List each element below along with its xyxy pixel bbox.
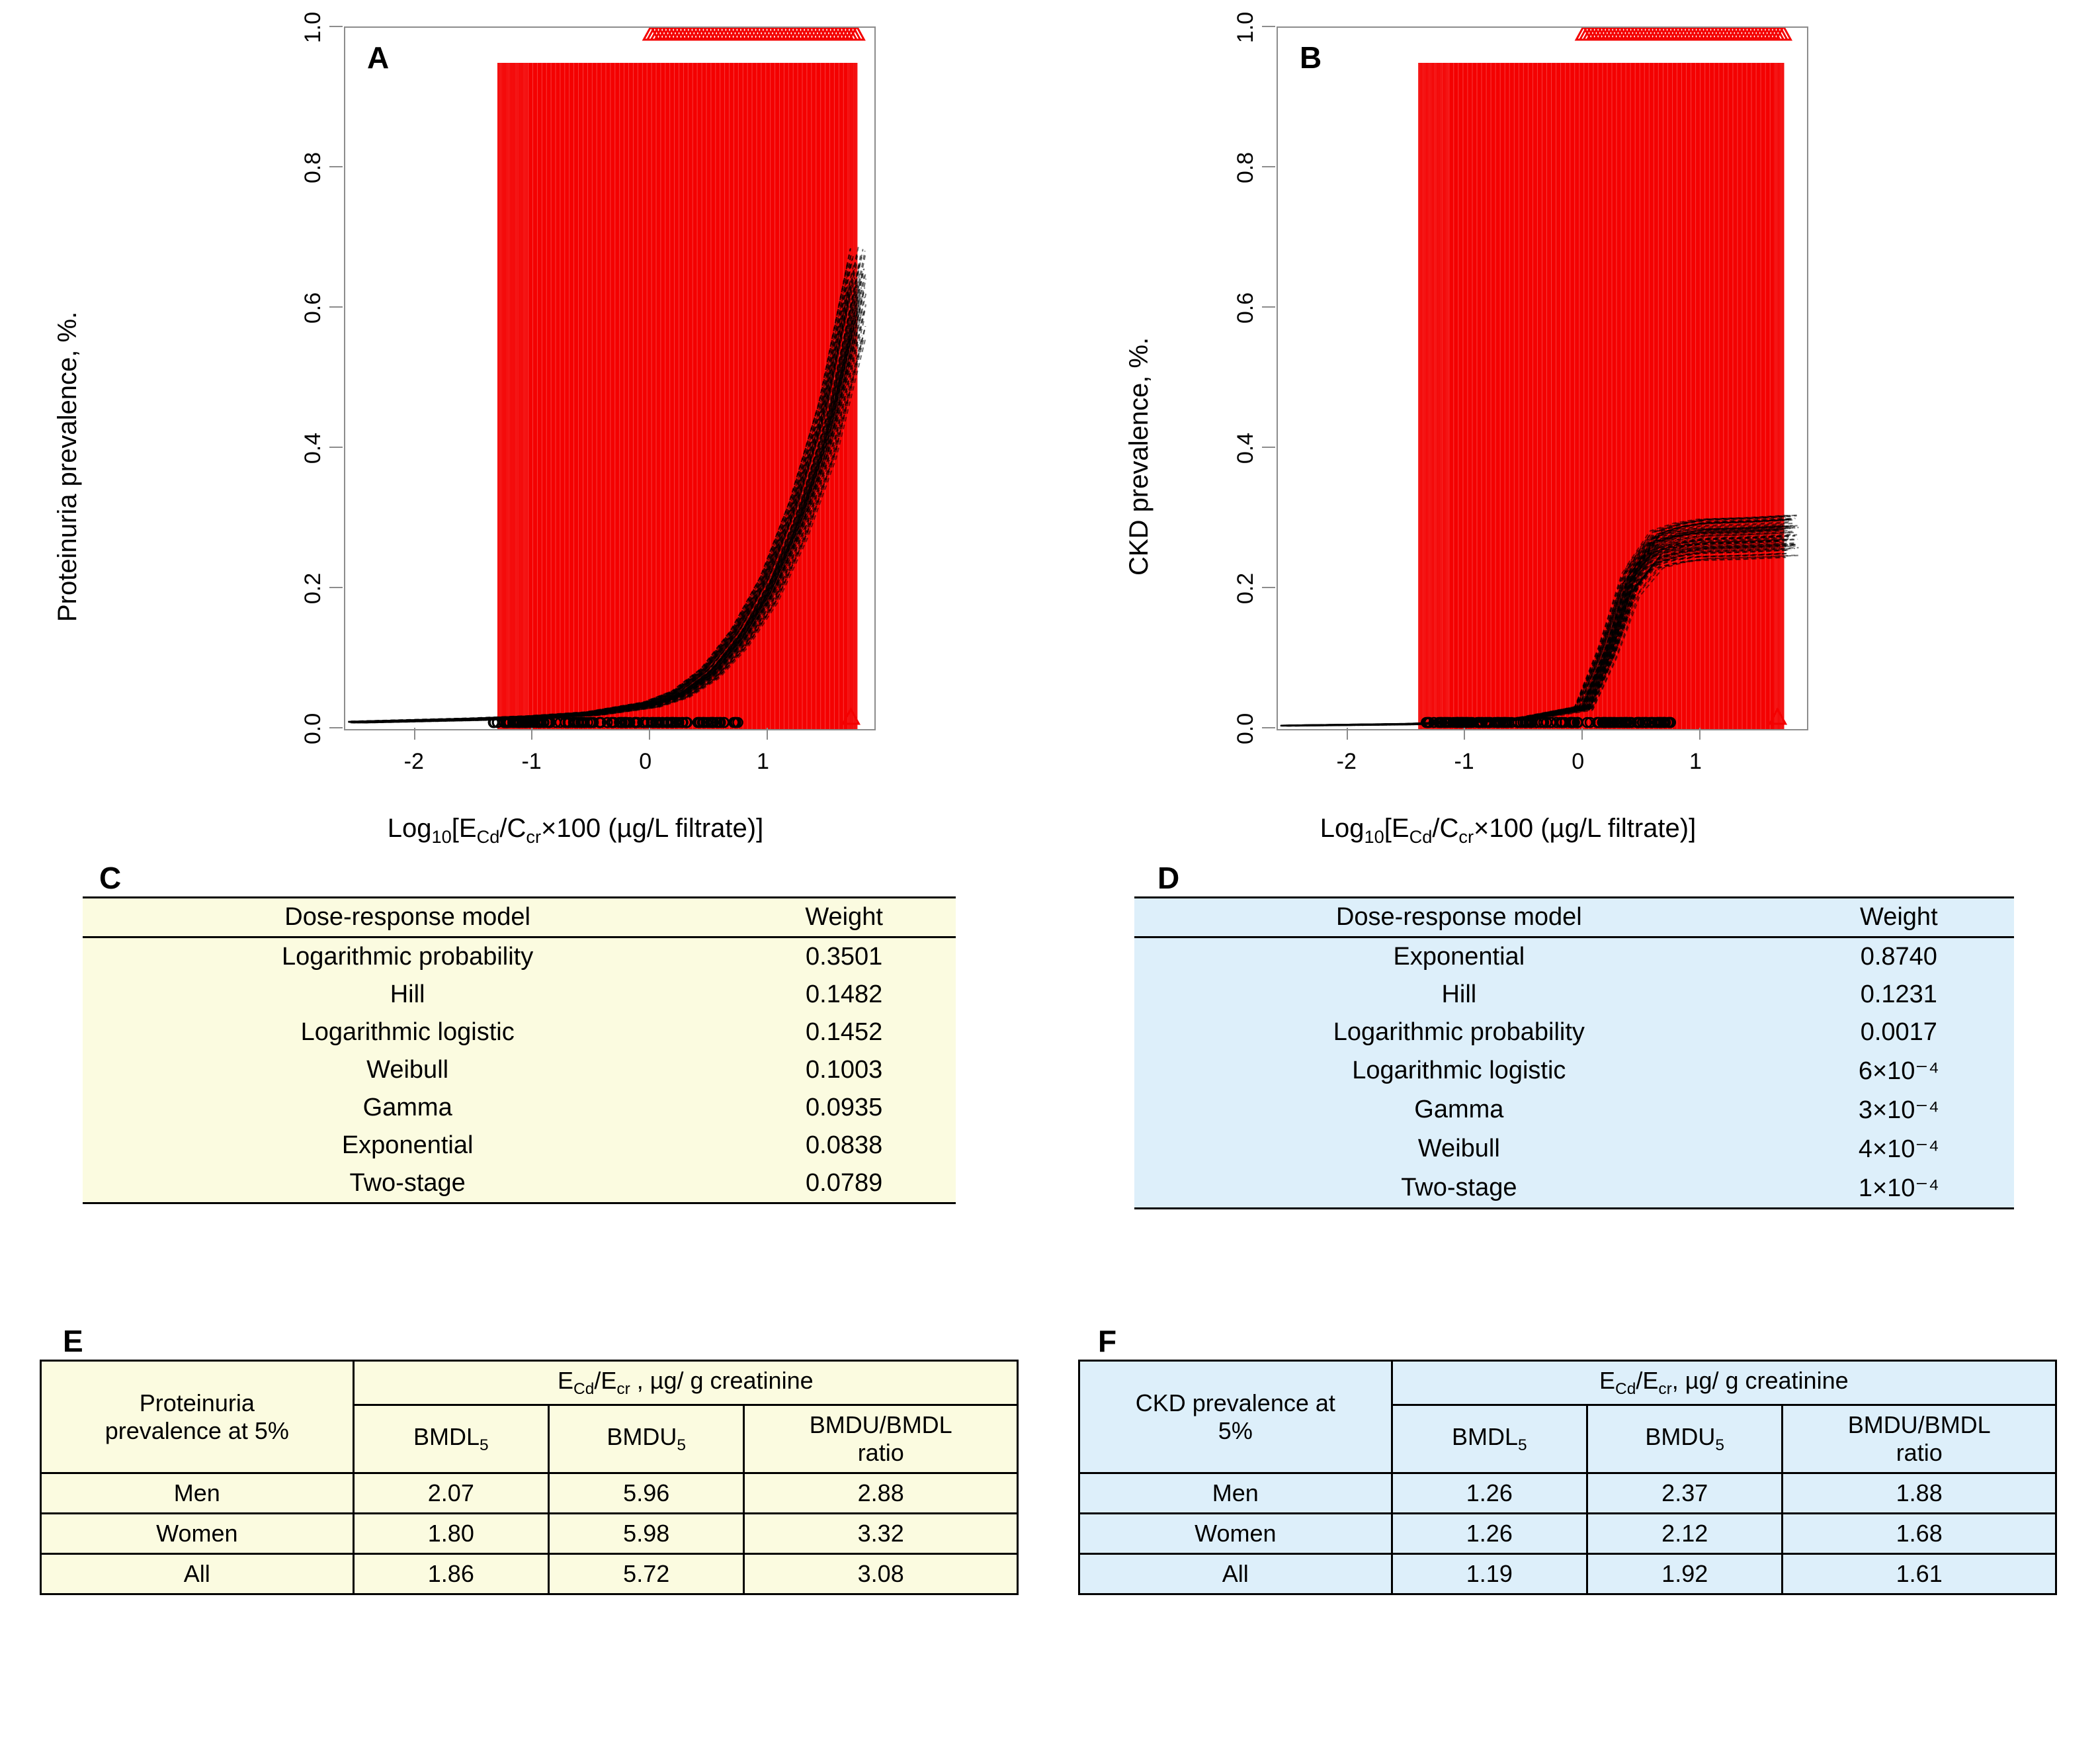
y-tick-label: 0.8 bbox=[300, 152, 326, 184]
table-row bbox=[83, 937, 956, 977]
x-tick-mark bbox=[1581, 728, 1583, 740]
y-tick-mark bbox=[329, 727, 343, 728]
table-row bbox=[1134, 937, 2014, 977]
cell-ratio: 1.68 bbox=[1783, 1514, 2056, 1554]
cell-corner-label: Proteinuria prevalence at 5% bbox=[41, 1361, 354, 1473]
y-tick-mark bbox=[329, 447, 343, 448]
y-tick-mark bbox=[1262, 447, 1275, 448]
panel-f-table bbox=[1078, 1360, 2057, 1595]
table-header-row-top bbox=[41, 1361, 1018, 1405]
table-header-row-top bbox=[1079, 1361, 2056, 1405]
table-row bbox=[83, 1051, 956, 1089]
cell-bmdu: 1.92 bbox=[1587, 1554, 1783, 1594]
cell-model: Two-stage bbox=[1134, 1168, 1784, 1209]
panel-f-letter: F bbox=[1098, 1324, 1117, 1358]
y-tick-label: 1.0 bbox=[1233, 11, 1259, 44]
cell-model: Gamma bbox=[362, 1094, 452, 1121]
panel-b-figure bbox=[1184, 13, 1812, 754]
x-tick-label: 1 bbox=[757, 749, 769, 774]
cell-bmdl: 1.86 bbox=[353, 1554, 548, 1594]
cell-group-label: All bbox=[1079, 1554, 1392, 1594]
cell-group-label: All bbox=[41, 1554, 354, 1594]
cell-model: Weibull bbox=[366, 1056, 449, 1084]
cell-ratio: 3.32 bbox=[744, 1514, 1018, 1554]
cell-weight: 3×10⁻⁴ bbox=[1858, 1096, 1939, 1124]
cell-model: Logarithmic probability bbox=[1333, 1018, 1585, 1046]
cell-weight: 0.1452 bbox=[806, 1018, 883, 1046]
table-row bbox=[1134, 1168, 2014, 1209]
cell-bmdl: 1.26 bbox=[1392, 1473, 1587, 1514]
cell-model: Logarithmic probability bbox=[282, 943, 534, 971]
column-header-bmdu: $BMDU_5$ bbox=[1587, 1405, 1783, 1473]
y-tick-mark bbox=[1262, 26, 1275, 27]
table-row bbox=[1079, 1514, 2056, 1554]
table-row bbox=[41, 1554, 1018, 1594]
x-tick-label: 0 bbox=[1572, 749, 1585, 774]
column-header-model: Dose-response model bbox=[83, 898, 732, 937]
panel-b-x-axis-label: $Log_{10}[E_{Cd}/C_{cr}\times 100$ (µg/L filtrate)] bbox=[1320, 814, 1697, 847]
cell-ratio: 1.61 bbox=[1783, 1554, 2056, 1594]
cell-corner-label: CKD prevalence at 5% bbox=[1079, 1361, 1392, 1473]
table-row bbox=[83, 1089, 956, 1127]
x-tick-mark bbox=[1347, 728, 1348, 740]
column-header-weight: Weight bbox=[732, 898, 956, 937]
y-tick-label: 0.6 bbox=[300, 292, 326, 324]
column-header-ratio: BMDU/BMDL ratio bbox=[744, 1405, 1018, 1473]
panel-c-letter: C bbox=[99, 861, 122, 895]
cell-model: Logarithmic logistic bbox=[300, 1018, 515, 1046]
cell-model: Exponential bbox=[341, 1131, 474, 1159]
y-tick-mark bbox=[1262, 166, 1275, 167]
cell-bmdl: 1.26 bbox=[1392, 1514, 1587, 1554]
column-header-bmdu: $BMDU_5$ bbox=[549, 1405, 744, 1473]
cell-bmdl: 2.07 bbox=[353, 1473, 548, 1514]
x-tick-label: -1 bbox=[1454, 749, 1474, 774]
y-tick-label: 0.2 bbox=[300, 572, 326, 605]
y-tick-mark bbox=[329, 166, 343, 167]
table-row bbox=[83, 1014, 956, 1051]
cell-weight: 4×10⁻⁴ bbox=[1858, 1135, 1939, 1163]
cell-weight: 0.3501 bbox=[806, 943, 883, 971]
y-tick-mark bbox=[329, 26, 343, 27]
cell-weight: 0.1231 bbox=[1860, 980, 1937, 1008]
y-tick-label: 0.2 bbox=[1233, 572, 1259, 605]
column-header-ratio: BMDU/BMDL ratio bbox=[1783, 1405, 2056, 1473]
x-tick-label: -2 bbox=[1336, 749, 1357, 774]
panel-e-letter: E bbox=[63, 1324, 83, 1358]
y-tick-label: 0.6 bbox=[1233, 292, 1259, 324]
cell-model: Hill bbox=[390, 980, 425, 1008]
cell-weight: 0.1003 bbox=[806, 1056, 883, 1084]
cell-model: Logarithmic logistic bbox=[1352, 1057, 1566, 1084]
cell-group-label: Men bbox=[41, 1473, 354, 1514]
cell-bmdu: 5.72 bbox=[549, 1554, 744, 1594]
y-tick-label: 0.4 bbox=[1233, 432, 1259, 464]
panel-c-table bbox=[83, 896, 956, 1204]
panel-e-table bbox=[40, 1360, 1019, 1595]
table-row bbox=[83, 1127, 956, 1164]
cell-model: Exponential bbox=[1393, 943, 1525, 971]
cell-bmdu: 2.37 bbox=[1587, 1473, 1783, 1514]
x-tick-mark bbox=[1464, 728, 1465, 740]
table-row bbox=[83, 1164, 956, 1203]
panel-a-figure bbox=[251, 13, 880, 754]
cell-weight: 0.0838 bbox=[806, 1131, 883, 1159]
y-tick-label: 0.8 bbox=[1233, 152, 1259, 184]
panel-b-letter: B bbox=[1300, 40, 1322, 75]
column-header-bmdl: $BMDL_5$ bbox=[353, 1405, 548, 1473]
cell-ratio: 1.88 bbox=[1783, 1473, 2056, 1514]
y-tick-mark bbox=[329, 587, 343, 588]
x-tick-label: -1 bbox=[521, 749, 542, 774]
panel-a-letter: A bbox=[367, 40, 390, 75]
table-row bbox=[1134, 1129, 2014, 1168]
cell-weight: 6×10⁻⁴ bbox=[1858, 1057, 1939, 1085]
cell-bmdl: 1.19 bbox=[1392, 1554, 1587, 1594]
cell-weight: 0.1482 bbox=[806, 980, 883, 1008]
x-tick-mark bbox=[767, 728, 768, 740]
panel-a-y-axis-label: Proteinuria prevalence, %. bbox=[53, 311, 82, 622]
cell-bmdu: 2.12 bbox=[1587, 1514, 1783, 1554]
table-row bbox=[41, 1514, 1018, 1554]
table-row bbox=[1134, 1051, 2014, 1090]
table-row bbox=[1079, 1554, 2056, 1594]
cell-model: Two-stage bbox=[83, 1164, 732, 1203]
x-tick-mark bbox=[531, 728, 532, 740]
panel-b-y-axis-label: CKD prevalence, %. bbox=[1124, 337, 1154, 576]
cell-group-label: Women bbox=[41, 1514, 354, 1554]
y-tick-label: 0.0 bbox=[300, 713, 326, 745]
cell-weight: 0.0017 bbox=[1860, 1018, 1937, 1046]
cell-model: Gamma bbox=[1414, 1096, 1504, 1123]
table-header-row bbox=[1134, 898, 2014, 937]
column-header-weight: Weight bbox=[1784, 898, 2014, 937]
y-tick-label: 0.0 bbox=[1233, 713, 1259, 745]
table-row bbox=[1134, 1090, 2014, 1129]
cell-weight: 1×10⁻⁴ bbox=[1784, 1168, 2014, 1209]
panel-d-letter: D bbox=[1157, 861, 1180, 895]
panel-a-plot-area bbox=[344, 26, 876, 730]
cell-group-label: Women bbox=[1079, 1514, 1392, 1554]
table-row bbox=[83, 976, 956, 1014]
cell-bmdu: 5.96 bbox=[549, 1473, 744, 1514]
cell-group-label: Men bbox=[1079, 1473, 1392, 1514]
y-tick-label: 0.4 bbox=[300, 432, 326, 464]
y-tick-mark bbox=[1262, 306, 1275, 308]
cell-bmdl: 1.80 bbox=[353, 1514, 548, 1554]
cell-bmdu: 5.98 bbox=[549, 1514, 744, 1554]
x-tick-label: -2 bbox=[403, 749, 424, 774]
panel-b-plot-area bbox=[1277, 26, 1808, 730]
column-header-group: $E_{Cd}/E_{cr}$, µg/ g creatinine bbox=[1392, 1361, 2056, 1405]
table-row bbox=[1079, 1473, 2056, 1514]
x-tick-mark bbox=[1699, 728, 1701, 740]
cell-ratio: 3.08 bbox=[744, 1554, 1018, 1594]
y-tick-label: 1.0 bbox=[300, 11, 326, 44]
panel-d-table bbox=[1134, 896, 2014, 1209]
column-header-group: $E_{Cd}/E_{cr}$ , µg/ g creatinine bbox=[353, 1361, 1017, 1405]
column-header-model: Dose-response model bbox=[1134, 898, 1784, 937]
column-header-bmdl: $BMDL_5$ bbox=[1392, 1405, 1587, 1473]
table-row bbox=[1134, 1014, 2014, 1051]
y-tick-mark bbox=[1262, 587, 1275, 588]
cell-weight: 0.0935 bbox=[806, 1094, 883, 1121]
cell-weight: 0.0789 bbox=[732, 1164, 956, 1203]
panel-a-x-axis-label: $Log_{10}[E_{Cd}/C_{cr}\times 100$ (µg/L filtrate)] bbox=[387, 814, 764, 847]
x-tick-mark bbox=[414, 728, 415, 740]
cell-model: Hill bbox=[1441, 980, 1477, 1008]
y-tick-mark bbox=[1262, 727, 1275, 728]
x-tick-label: 1 bbox=[1689, 749, 1702, 774]
x-tick-mark bbox=[649, 728, 650, 740]
y-tick-mark bbox=[329, 306, 343, 308]
cell-weight: 0.8740 bbox=[1860, 943, 1937, 971]
x-tick-label: 0 bbox=[639, 749, 652, 774]
table-row bbox=[1134, 976, 2014, 1014]
table-header-row bbox=[83, 898, 956, 937]
table-row bbox=[41, 1473, 1018, 1514]
cell-model: Weibull bbox=[1417, 1135, 1500, 1162]
cell-ratio: 2.88 bbox=[744, 1473, 1018, 1514]
